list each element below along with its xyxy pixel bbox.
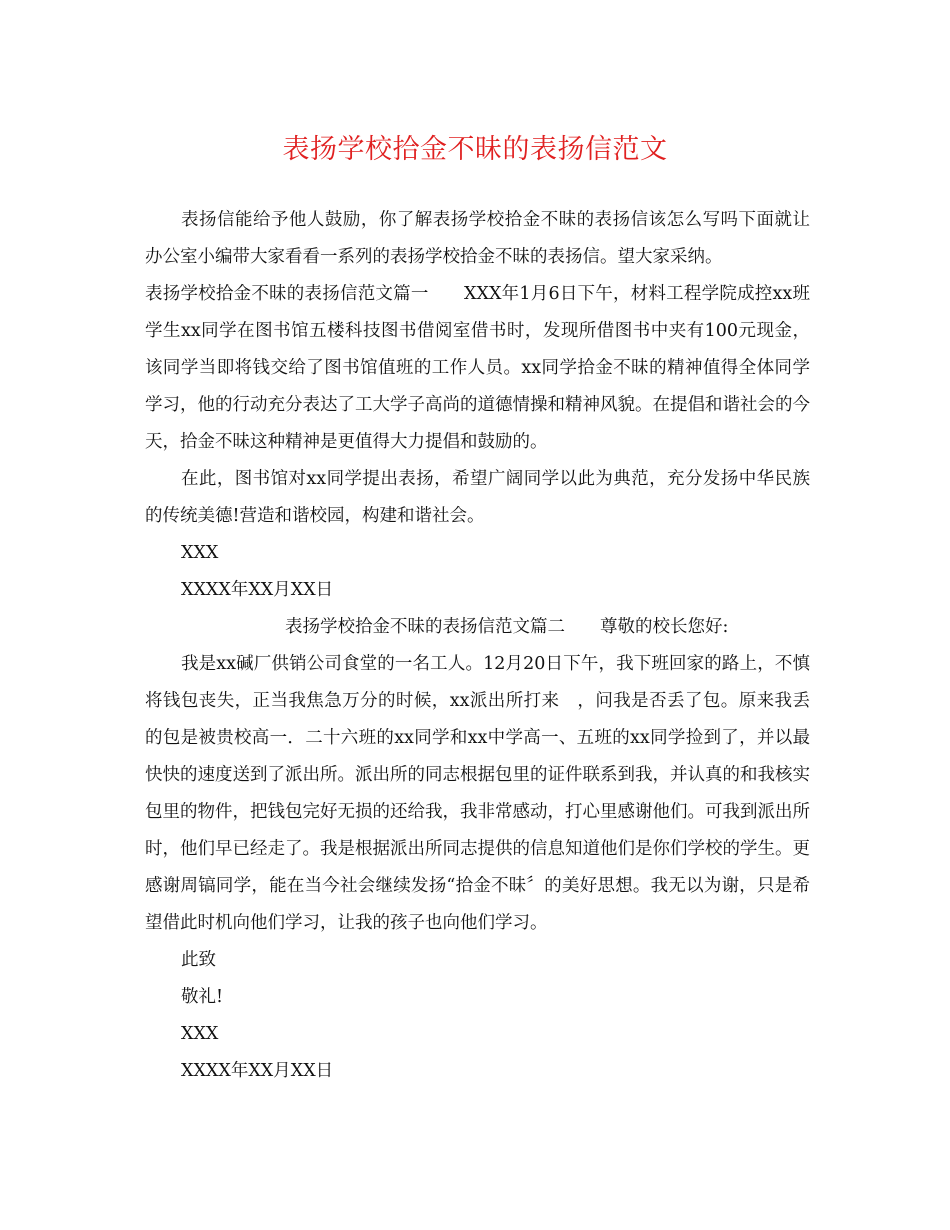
letter2-paragraph: 我是xx碱厂供销公司食堂的一名工人。12月20日下午，我下班回家的路上，不慎将钱包丧失，正当我焦急万分的时候，xx派出所打来 ，问我是否丢了包。原来我丢的包是被贵校高一．二十六班的xx同学和xx中学高一、五班的xx同学捡到了，并以最快快的速度送到了派出所。派出所的同志根据包里的证件联系到我，并认真的和我核实包里的物件，把钱包完好无损的还给我，我非常感动，打心里感谢他们。可我到派出所时，他们早已经走了。我是根据派出所同志提供的信息知道他们是你们学校的学生。更感谢周镐同学，能在当今社会继续发扬“拾金不昧〞的美好思想。我无以为谢，只是希望借此时机向他们学习，让我的孩子也向他们学习。 bbox=[145, 654, 810, 933]
page-title: 表扬学校拾金不昧的表扬信范文 bbox=[282, 134, 668, 165]
intro-paragraph: 表扬信能给予他人鼓励，你了解表扬学校拾金不昧的表扬信该怎么写吗下面就让办公室小编带大家看看一系列的表扬学校拾金不昧的表扬信。望大家采纳。 bbox=[145, 210, 810, 267]
letter2-heading: 表扬学校拾金不昧的表扬信范文篇二 尊敬的校长您好: bbox=[285, 617, 729, 637]
letter2-signature: XXX bbox=[181, 1024, 219, 1044]
letter1-signature: XXX bbox=[181, 543, 219, 563]
letter1-paragraph: 表扬学校拾金不昧的表扬信范文篇一 XXX年1月6日下午，材料工程学院成控xx班学生xx同学在图书馆五楼科技图书借阅室借书时，发现所借图书中夹有100元现金，该同学当即将钱交给了图书馆值班的工作人员。xx同学拾金不昧的精神值得全体同学学习，他的行动充分表达了工大学子高尚的道德情操和精神风貌。在提倡和谐社会的今天，拾金不昧这种精神是更值得大力提倡和鼓励的。 bbox=[145, 284, 810, 452]
letter2-salute: 敬礼! bbox=[181, 987, 224, 1007]
letter2-closing: 此致 bbox=[181, 950, 216, 970]
letter1-date: XXXX年XX月XX日 bbox=[181, 580, 334, 600]
letter2-date: XXXX年XX月XX日 bbox=[181, 1061, 334, 1081]
document-body bbox=[145, 202, 810, 1090]
letter1-paragraph-2: 在此，图书馆对xx同学提出表扬，希望广阔同学以此为典范，充分发扬中华民族的传统美德!营造和谐校园，构建和谐社会。 bbox=[145, 469, 810, 526]
